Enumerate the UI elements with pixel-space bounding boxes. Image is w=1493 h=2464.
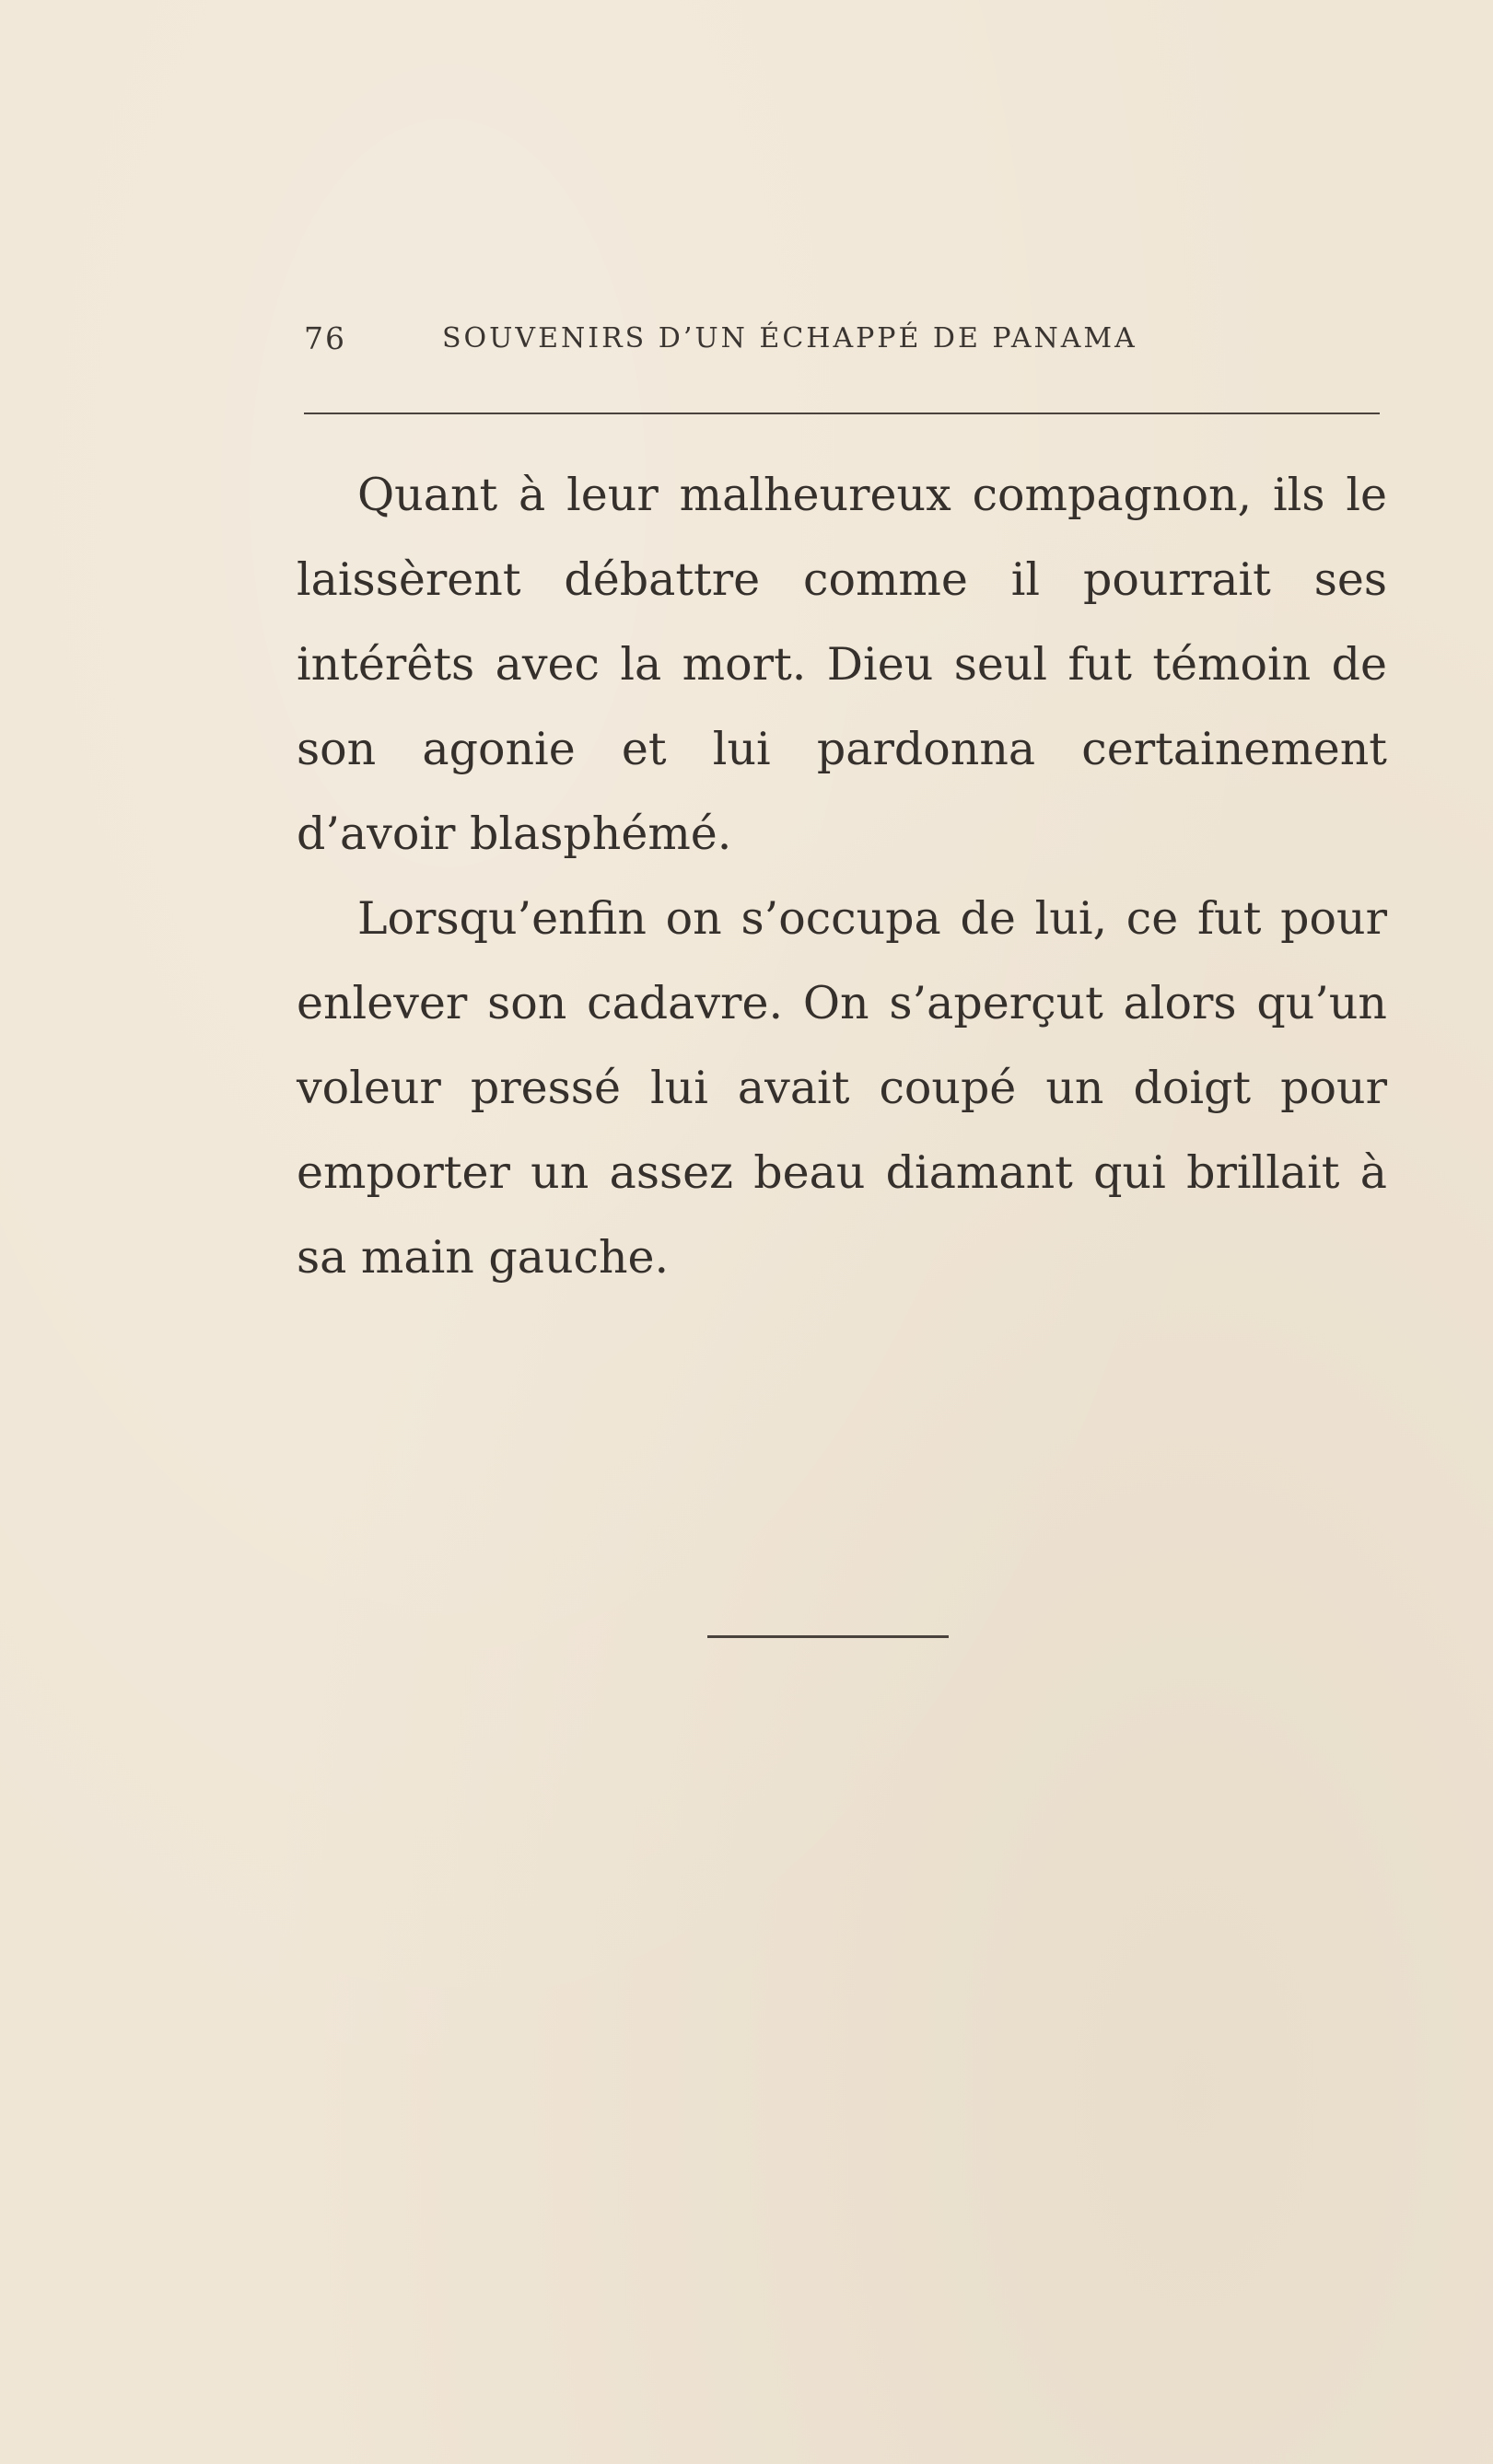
body-text [297,453,1387,1300]
paragraph: Lorsqu’enfin on s’occupa de lui, ce fut pour enlever son cadavre. On s’aperçut alors qu’un voleur pressé lui avait coupé un doigt pour emporter un assez beau diamant qui brillait à sa main gauche. [297,892,1387,1284]
running-head [304,320,1262,366]
header-rule [304,413,1380,414]
section-end-rule [707,1635,949,1638]
running-title: SOUVENIRS D’UN ÉCHAPPÉ DE PANAMA [442,322,1137,354]
page-number: 76 [304,320,346,356]
paragraph: Quant à leur malheureux compagnon, ils le laissèrent débattre comme il pourrait ses intérêts avec la mort. Dieu seul fut témoin de son agonie et lui pardonna certainement d’avoir blasphémé. [297,469,1387,860]
